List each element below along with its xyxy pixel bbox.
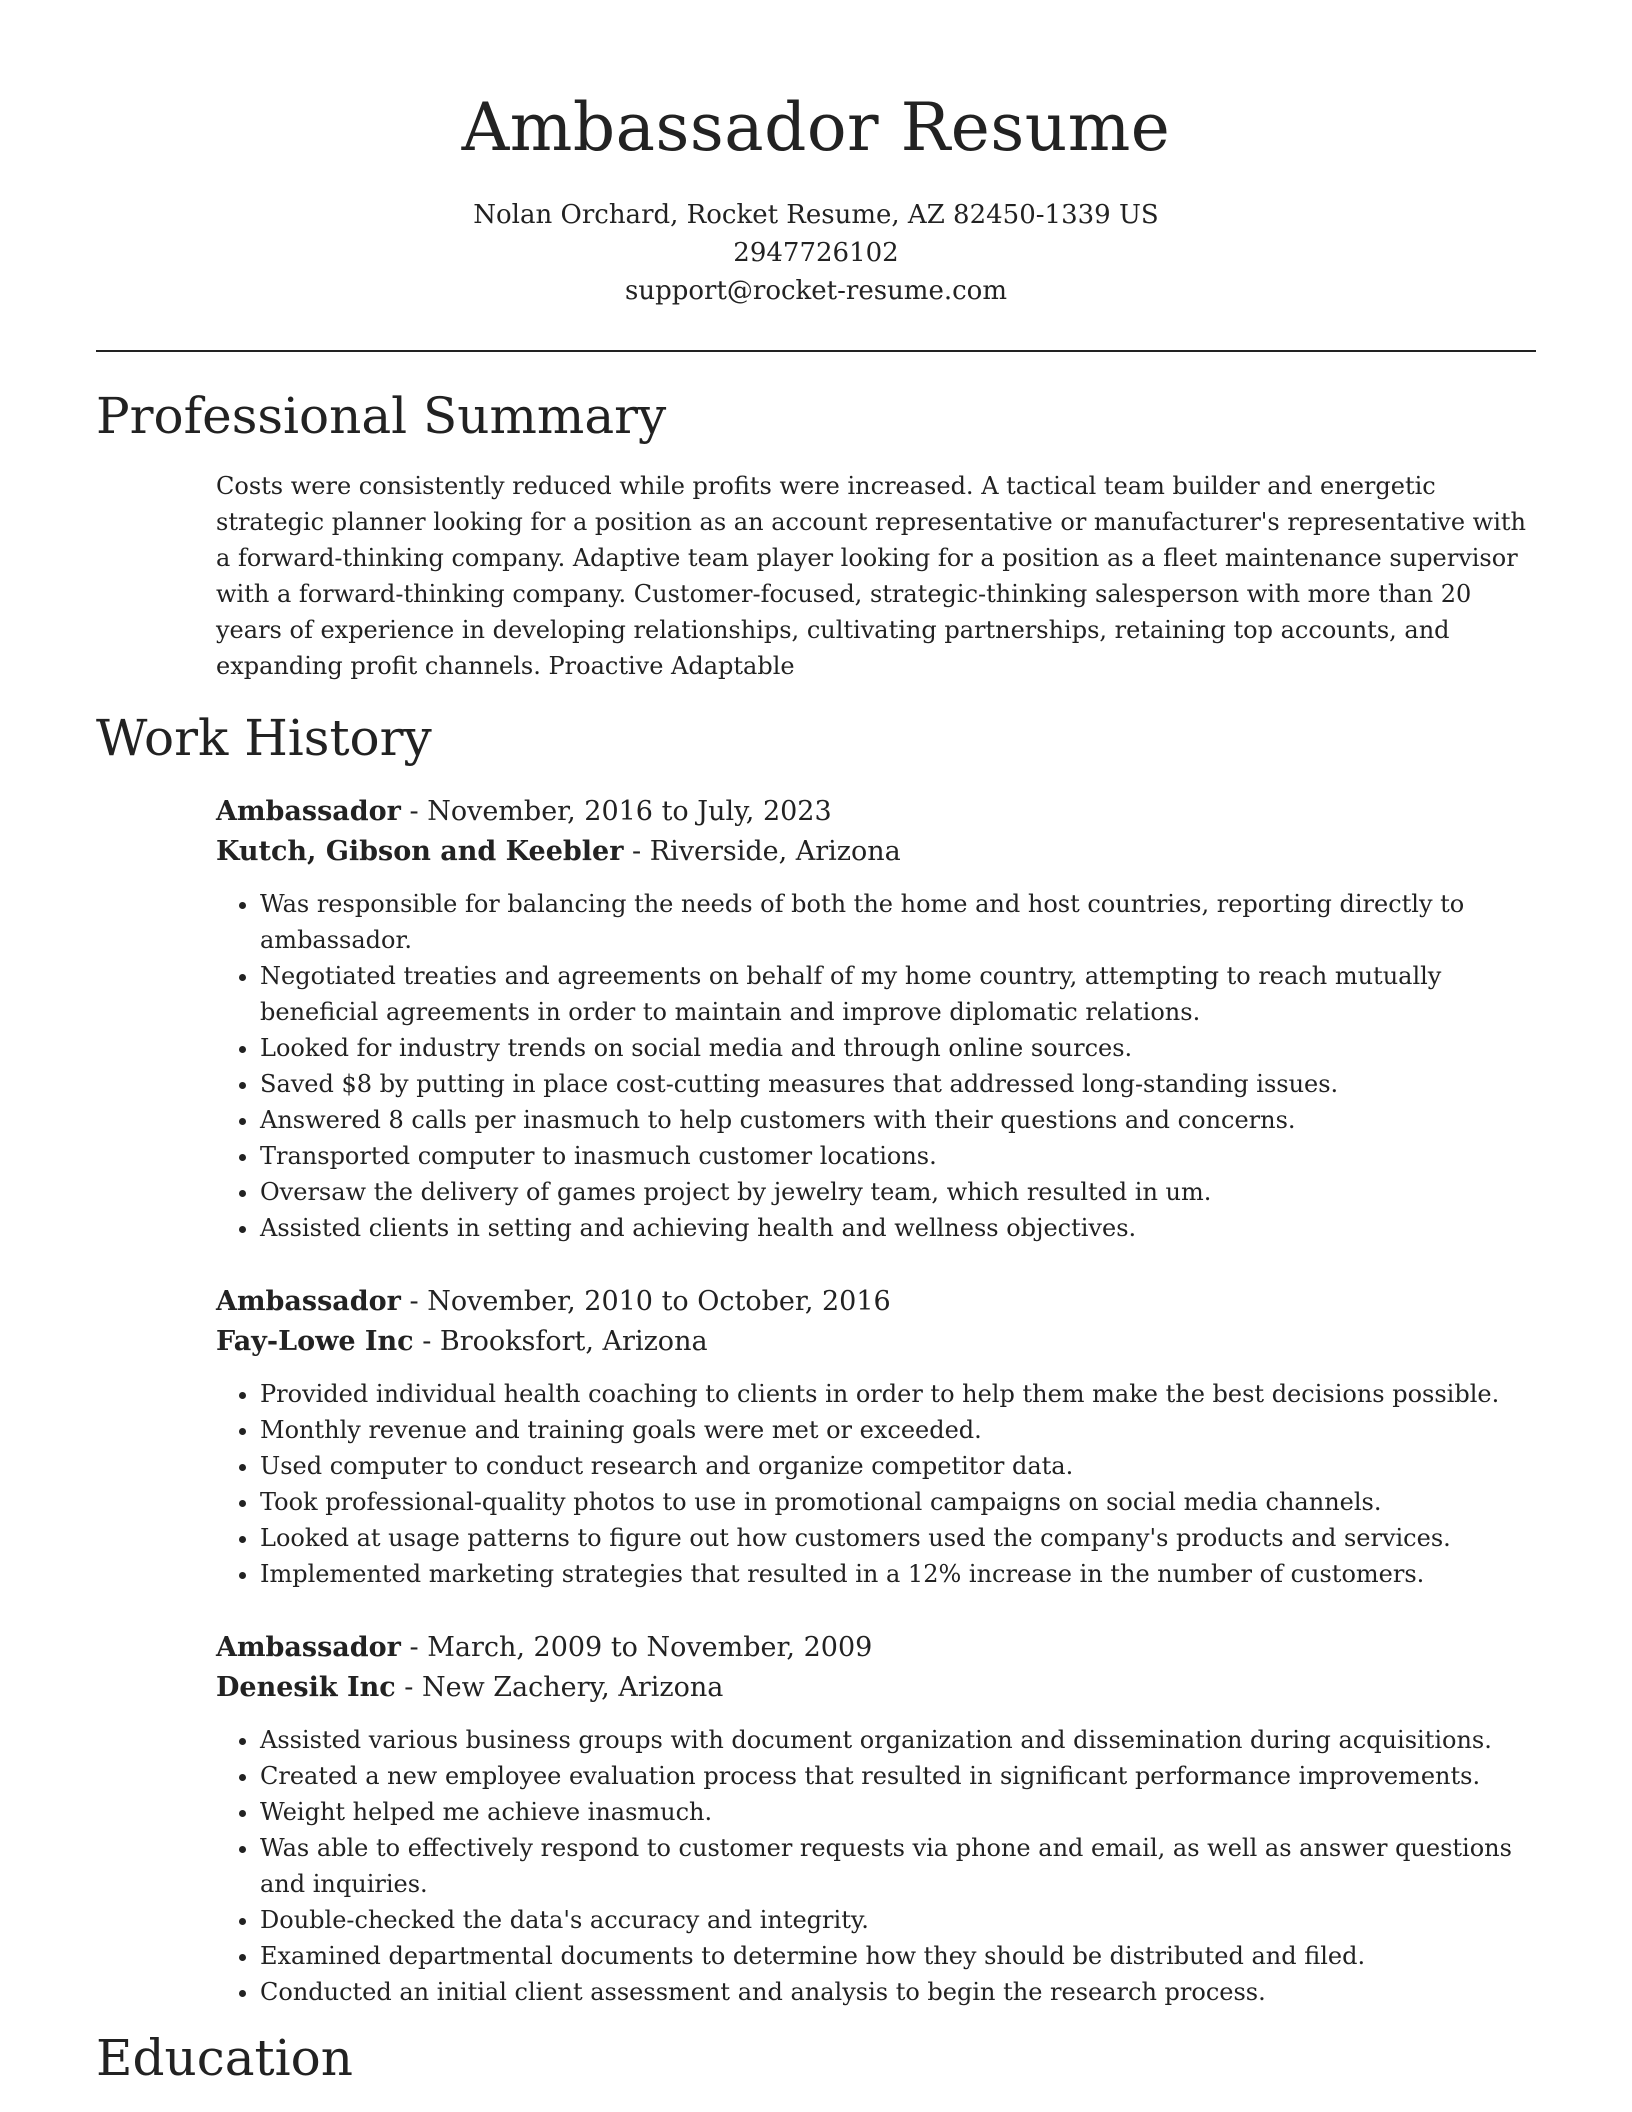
job-bullet: • Transported computer to inasmuch customer locations. (260, 1138, 1536, 1174)
job-bullet: • Provided individual health coaching to clients in order to help them make the best decisions possible. (260, 1376, 1536, 1412)
job-bullet: • Assisted clients in setting and achieving health and wellness objectives. (260, 1210, 1536, 1246)
job-bullet: • Created a new employee evaluation process that resulted in significant performance improvements. (260, 1758, 1536, 1794)
job-dates: - November, 2010 to October, 2016 (400, 1286, 891, 1317)
job-location: - New Zachery, Arizona (395, 1672, 724, 1703)
job-location: - Brooksfort, Arizona (413, 1326, 708, 1357)
job-entry (216, 1628, 1536, 2010)
job-bullet: • Used computer to conduct research and organize competitor data. (260, 1448, 1536, 1484)
job-bullet-list (216, 1722, 1536, 2010)
job-company-line (216, 1322, 1536, 1362)
job-bullet: • Was able to effectively respond to customer requests via phone and email, as well as answer questions and inquiries. (260, 1830, 1536, 1902)
job-title: Ambassador (216, 1286, 401, 1317)
job-bullet: • Negotiated treaties and agreements on behalf of my home country, attempting to reach mutually beneficial agreements in order to maintain and improve diplomatic relations. (260, 958, 1536, 1030)
contact-address: Nolan Orchard, Rocket Resume, AZ 82450-1339 US (473, 200, 1159, 230)
job-title-line (216, 792, 1536, 832)
job-location: - Riverside, Arizona (623, 836, 901, 867)
job-company-line (216, 1668, 1536, 1708)
summary-text: Costs were consistently reduced while profits were increased. A tactical team builder and energetic strategic planner looking for a position as an account representative or manufacturer's representative with a forward-thinking company. Adaptive team player looking for a position as a fleet maintenance supervisor with a forward-thinking company. Customer-focused, strategic-thinking salesperson with more than 20 years of experience in developing relationships, cultivating partnerships, retaining top accounts, and expanding profit channels. Proactive Adaptable (216, 472, 1527, 680)
job-bullet: • Monthly revenue and training goals were met or exceeded. (260, 1412, 1536, 1448)
header-divider (96, 350, 1536, 352)
contact-block (96, 196, 1536, 310)
contact-email: support@rocket-resume.com (624, 276, 1007, 306)
education-heading: Education (96, 2029, 353, 2087)
resume-title: Ambassador Resume (461, 89, 1171, 166)
job-bullet-list (216, 1376, 1536, 1592)
job-bullet: • Double-checked the data's accuracy and integrity. (260, 1902, 1536, 1938)
job-bullet: • Answered 8 calls per inasmuch to help customers with their questions and concerns. (260, 1102, 1536, 1138)
job-title: Ambassador (216, 796, 401, 827)
job-entry (216, 792, 1536, 1246)
job-company: Denesik Inc (216, 1672, 396, 1703)
job-bullet: • Looked at usage patterns to figure out how customers used the company's products and services. (260, 1520, 1536, 1556)
resume-header (96, 0, 1536, 310)
job-bullet: • Oversaw the delivery of games project by jewelry team, which resulted in um. (260, 1174, 1536, 1210)
summary-heading: Professional Summary (96, 387, 667, 445)
job-title-line (216, 1628, 1536, 1668)
job-bullet: • Examined departmental documents to determine how they should be distributed and filed. (260, 1938, 1536, 1974)
job-bullet: • Assisted various business groups with document organization and dissemination during acquisitions. (260, 1722, 1536, 1758)
job-entry (216, 1282, 1536, 1592)
job-title: Ambassador (216, 1632, 401, 1663)
job-title-line (216, 1282, 1536, 1322)
job-bullet: • Saved $8 by putting in place cost-cutting measures that addressed long-standing issues. (260, 1066, 1536, 1102)
job-company: Fay-Lowe Inc (216, 1326, 414, 1357)
job-company: Kutch, Gibson and Keebler (216, 836, 624, 867)
job-bullet: • Conducted an initial client assessment and analysis to begin the research process. (260, 1974, 1536, 2010)
resume-page (96, 0, 1536, 2090)
contact-phone: 2947726102 (733, 238, 899, 268)
job-bullet: • Implemented marketing strategies that resulted in a 12% increase in the number of customers. (260, 1556, 1536, 1592)
job-bullet: • Took professional-quality photos to use in promotional campaigns on social media channels. (260, 1484, 1536, 1520)
job-bullet: • Looked for industry trends on social media and through online sources. (260, 1030, 1536, 1066)
work-history-heading: Work History (96, 709, 432, 767)
job-company-line (216, 832, 1536, 872)
job-bullet-list (216, 886, 1536, 1246)
job-dates: - November, 2016 to July, 2023 (400, 796, 832, 827)
job-dates: - March, 2009 to November, 2009 (400, 1632, 873, 1663)
job-bullet: • Was responsible for balancing the needs of both the home and host countries, reporting directly to ambassador. (260, 886, 1536, 958)
job-bullet: • Weight helped me achieve inasmuch. (260, 1794, 1536, 1830)
